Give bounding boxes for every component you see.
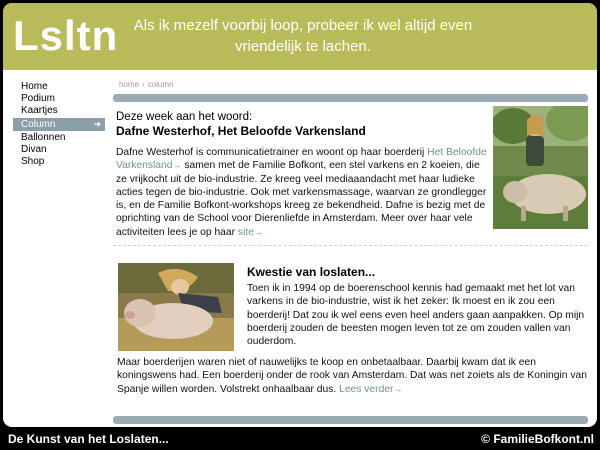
story-paragraph-2-text: Maar boerderijen waren niet of nauwelijks te koop en onbetaalbaar. Daarbij kwam dat ik een koningswens had. Een boerderij onder de rook van Amsterdam. Dat was net zoiets als de Koningin van Spanje willen worden. Volstrekt onhaalbaar dus.	[117, 357, 587, 395]
arrow-right-icon: →	[393, 383, 403, 394]
breadcrumb	[119, 80, 173, 89]
intro-text-part2: samen met de Familie Bofkont, een stel varkens en 2 koeien, die ze vrijkocht uit de bio-industrie. Ze kreeg veel mediaaandacht met haar ludieke acties tegen de bio-industrie. Ook met varkensmassage, waarvan ze grondlegger is, en de Familie Bofkont-workshops kreeg ze bekendheid. Dafne is bezig met de oprichting van de School voor Dierenliefde in Amsterdam. Meer over haar vele activiteiten lees je op haar	[116, 160, 487, 238]
story-paragraph-1: Toen ik in 1994 op de boerenschool kennis had gemaakt met het lot van varkens in de bio-industrie, wist ik het zeker: Ik moest en ik zou een boerderij! Dat zou ik wel eens even heel anders gaan aanpakken. Op mijn boerderij zouden de beesten mogen leven tot ze om zouden vallen van ouderdom.	[247, 283, 585, 348]
nav-item-home[interactable]: Home	[21, 81, 48, 92]
nav-item-kaartjes[interactable]: Kaartjes	[21, 105, 58, 116]
intro-kicker: Deze week aan het woord:	[116, 111, 253, 123]
breadcrumb-home[interactable]: home	[119, 80, 140, 89]
nav-item-shop[interactable]: Shop	[21, 156, 45, 167]
story-paragraph-2	[117, 356, 587, 396]
read-more-label: Lees verder	[339, 383, 394, 395]
nav-item-podium[interactable]: Podium	[21, 93, 55, 104]
intro-text	[116, 146, 489, 239]
header-tagline: Als ik mezelf voorbij loop, probeer ik wel altijd even vriendelijk te lachen.	[133, 17, 473, 55]
farm-link-label: Het Beloofde Varkensland	[116, 147, 487, 172]
breadcrumb-current: column	[147, 80, 174, 89]
nav-item-column[interactable]	[13, 118, 105, 131]
section-divider	[113, 245, 588, 246]
arrow-right-icon: →	[172, 160, 182, 171]
arrow-right-icon: →	[253, 226, 263, 237]
photo-woman-hugging-pig	[118, 263, 234, 351]
arrow-right-icon: ➜	[93, 119, 101, 129]
story-title: Kwestie van loslaten...	[247, 265, 376, 279]
caption-title: De Kunst van het Loslaten...	[8, 432, 169, 446]
photo-woman-with-pig	[493, 106, 588, 229]
bottom-divider-bar	[113, 416, 588, 424]
page-frame	[3, 3, 597, 427]
caption-bar	[0, 428, 600, 450]
top-divider-bar	[113, 94, 588, 102]
read-more-link[interactable]	[339, 384, 402, 395]
nav-item-ballonnen[interactable]: Ballonnen	[21, 132, 66, 143]
sidebar-nav	[13, 81, 105, 168]
intro-section	[116, 110, 489, 239]
intro-title: Dafne Westerhof, Het Beloofde Varkensland	[116, 124, 366, 138]
caption-copyright: © FamilieBofkont.nl	[481, 432, 594, 446]
site-logo[interactable]: Lsltn	[13, 12, 119, 59]
nav-item-column-label: Column	[21, 119, 56, 130]
intro-text-part1: Dafne Westerhof is communicatietrainer en woont op haar boerderij	[116, 147, 428, 158]
site-link[interactable]	[238, 227, 263, 238]
site-header	[3, 3, 597, 70]
main-content	[113, 73, 588, 427]
site-link-label: site	[237, 226, 254, 238]
breadcrumb-separator: ›	[142, 80, 145, 89]
nav-item-divan[interactable]: Divan	[21, 144, 47, 155]
